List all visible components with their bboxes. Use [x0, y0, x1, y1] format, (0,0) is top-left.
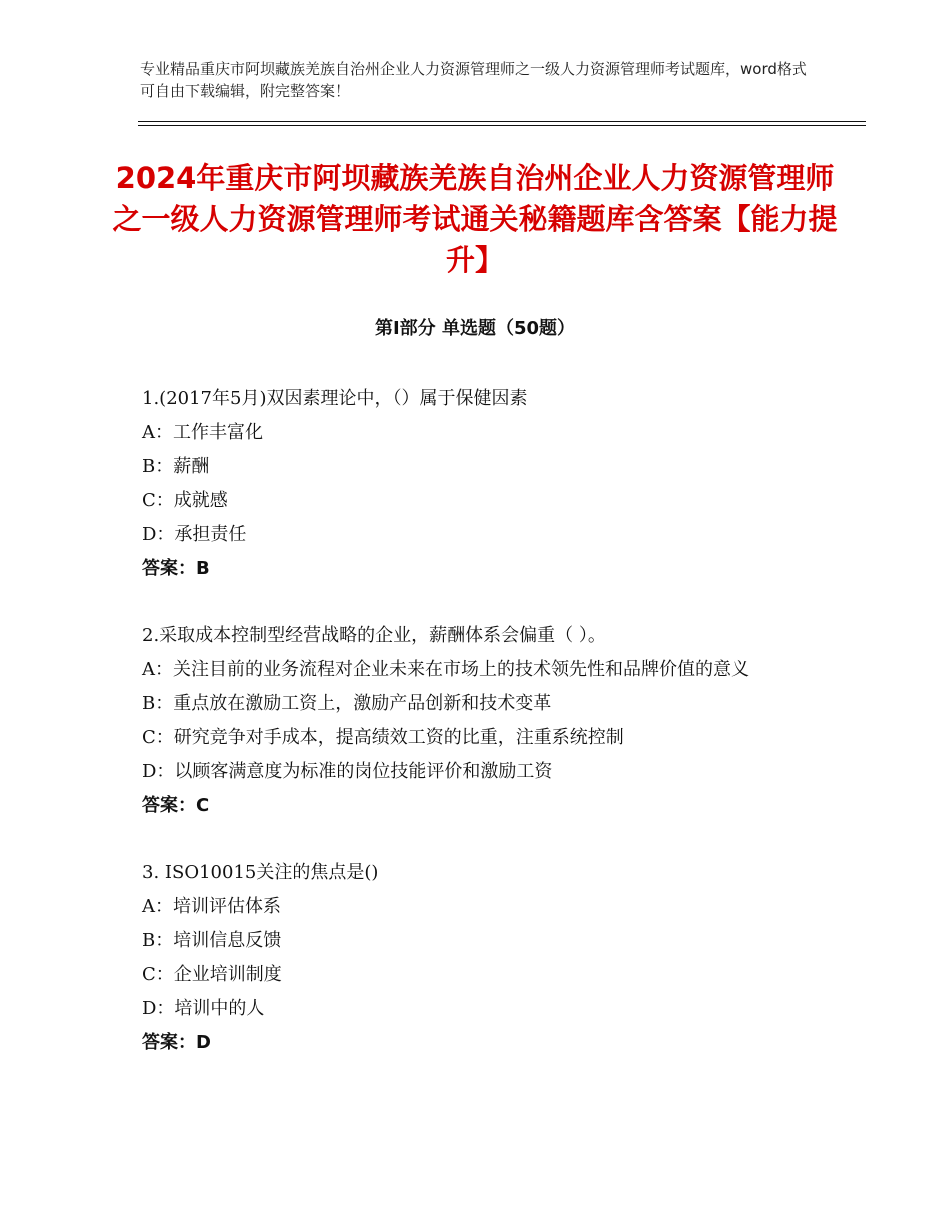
option-a: A：关注目前的业务流程对企业未来在市场上的技术领先性和品牌价值的意义 [142, 659, 749, 680]
option-a: A：工作丰富化 [142, 422, 263, 443]
header-divider-thick [138, 121, 866, 122]
question-stem: 2.采取成本控制型经营战略的企业，薪酬体系会偏重（ ）。 [142, 625, 606, 646]
question-stem: 3. ISO10015关注的焦点是() [142, 862, 379, 883]
answer: 答案：C [142, 795, 210, 816]
option-d: D：培训中的人 [142, 998, 265, 1019]
question-stem: 1.(2017年5月)双因素理论中，（）属于保健因素 [142, 388, 528, 409]
option-c: C：成就感 [142, 490, 228, 511]
option-d: D：以顾客满意度为标准的岗位技能评价和激励工资 [142, 761, 553, 782]
question-list [142, 382, 822, 1093]
option-a: A：培训评估体系 [142, 896, 281, 917]
option-b: B：培训信息反馈 [142, 930, 282, 951]
document-title: 2024年重庆市阿坝藏族羌族自治州企业人力资源管理师之一级人力资源管理师考试通关秘籍题库含答案【能力提升】 [112, 161, 838, 277]
option-c: C：企业培训制度 [142, 964, 282, 985]
option-d: D：承担责任 [142, 524, 247, 545]
question-3 [142, 856, 822, 1060]
header-divider-thin [138, 125, 866, 126]
answer: 答案：B [142, 558, 210, 579]
answer: 答案：D [142, 1032, 211, 1053]
question-2 [142, 619, 822, 823]
question-1 [142, 382, 822, 586]
option-b: B：重点放在激励工资上，激励产品创新和技术变革 [142, 693, 552, 714]
section-heading: 第Ⅰ部分 单选题（50题） [374, 318, 575, 339]
option-b: B：薪酬 [142, 456, 210, 477]
header-note: 专业精品重庆市阿坝藏族羌族自治州企业人力资源管理师之一级人力资源管理师考试题库，word格式可自由下载编辑，附完整答案！ [140, 60, 807, 100]
option-c: C：研究竞争对手成本，提高绩效工资的比重，注重系统控制 [142, 727, 624, 748]
